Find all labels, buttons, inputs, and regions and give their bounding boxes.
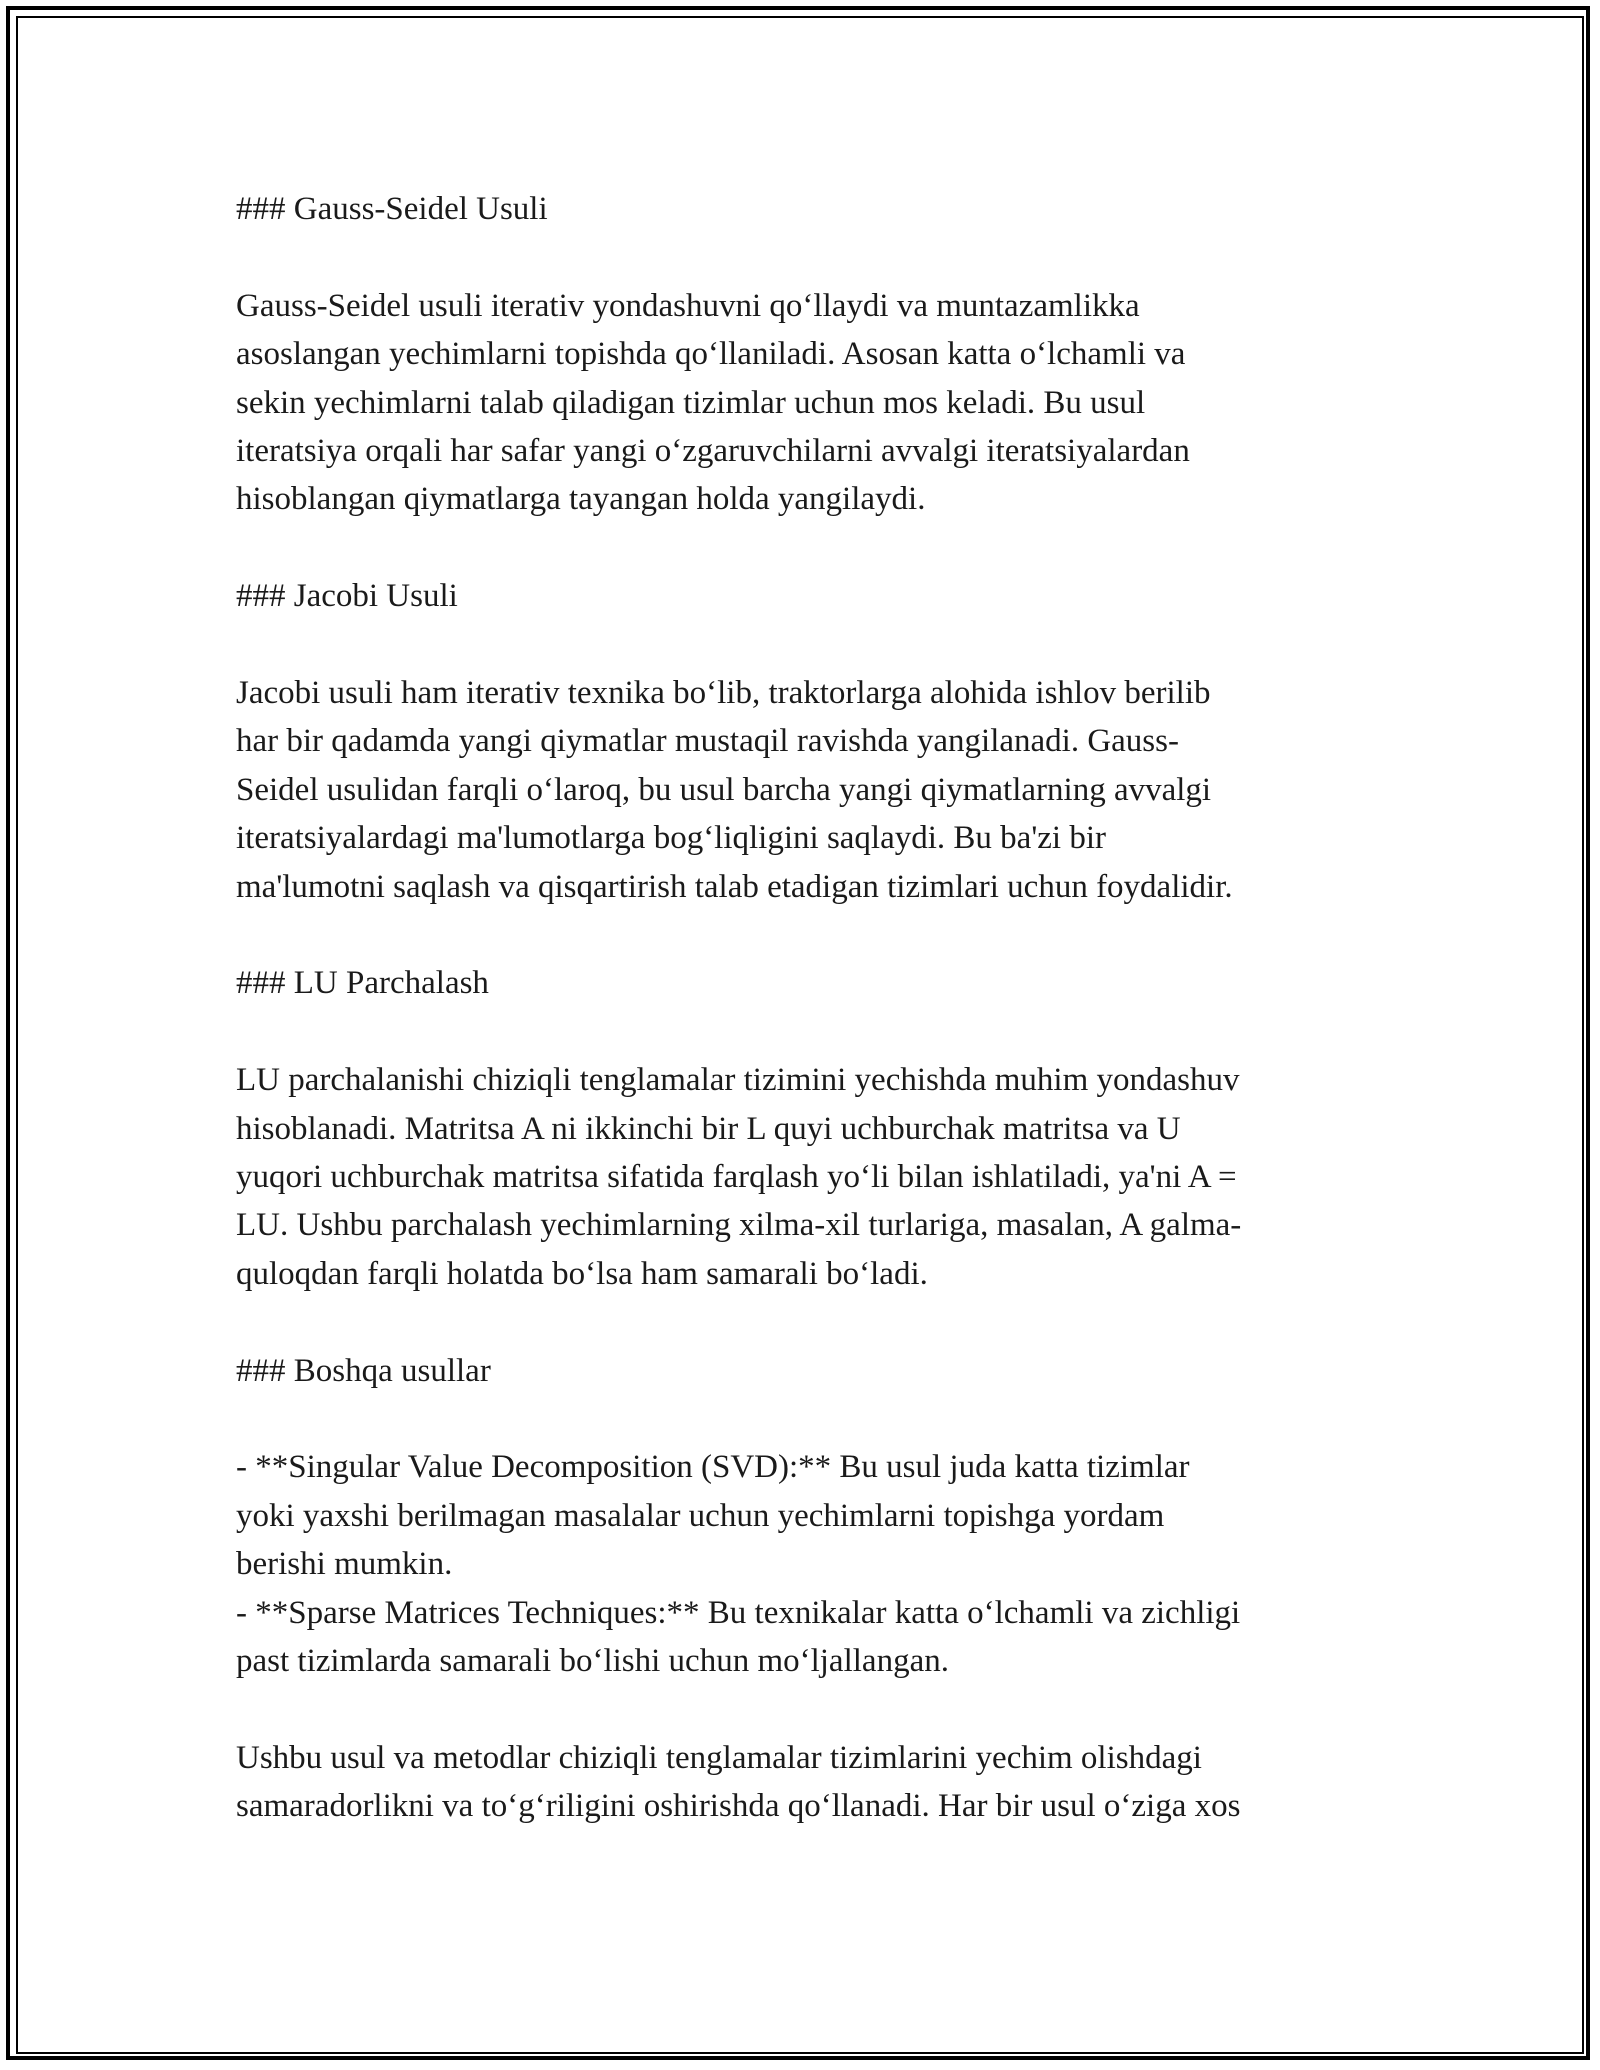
text-line: Ushbu usul va metodlar chiziqli tenglamalar tizimlarini yechim olishdagi [236,1739,1202,1776]
text-line: iteratsiyalardagi ma'lumotlarga bog‘liqligini saqlaydi. Bu ba'zi bir [236,820,1106,857]
text-line: iteratsiya orqali har safar yangi o‘zgaruvchilarni avvalgi iteratsiyalardan [236,433,1190,470]
text-line: quloqdan farqli holatda bo‘lsa ham samarali bo‘ladi. [236,1255,928,1292]
text-line: past tizimlarda samarali bo‘lishi uchun mo‘ljallangan. [236,1643,949,1680]
text-line: har bir qadamda yangi qiymatlar mustaqil ravishda yangilanadi. Gauss- [236,723,1179,760]
bullet-list [236,1443,1366,1685]
section-heading [236,572,1366,620]
body-paragraph [236,282,1366,524]
body-paragraph [236,669,1366,911]
text-line: hisoblangan qiymatlarga tayangan holda yangilaydi. [236,481,926,518]
text-line: Seidel usulidan farqli o‘laroq, bu usul barcha yangi qiymatlarning avvalgi [236,771,1212,808]
text-line: sekin yechimlarni talab qiladigan tizimlar uchun mos keladi. Bu usul [236,384,1146,421]
text-line: - **Singular Value Decomposition (SVD):** Bu usul juda katta tizimlar [236,1449,1190,1486]
text-line: samaradorlikni va to‘g‘riligini oshirishda qo‘llanadi. Har bir usul o‘ziga xos [236,1788,1241,1825]
text-line: Gauss-Seidel usuli iterativ yondashuvni qo‘llaydi va muntazamlikka [236,287,1140,324]
text-line: asoslangan yechimlarni topishda qo‘llaniladi. Asosan katta o‘lchamli va [236,336,1186,373]
text-line: hisoblanadi. Matritsa A ni ikkinchi bir L quyi uchburchak matritsa va U [236,1110,1181,1147]
section-heading [236,959,1366,1007]
text-line: ### Gauss-Seidel Usuli [236,191,548,227]
text-line: ### Boshqa usullar [236,1352,491,1389]
text-line: Jacobi usuli ham iterativ texnika bo‘lib, traktorlarga alohida ishlov berilib [236,675,1211,712]
text-line: ### LU Parchalash [236,965,489,1002]
text-line: ### Jacobi Usuli [236,578,458,615]
text-line: yoki yaxshi berilmagan masalalar uchun yechimlarni topishga yordam [236,1497,1165,1534]
section-heading [236,1347,1366,1395]
text-line: - **Sparse Matrices Techniques:** Bu texnikalar katta o‘lchamli va zichligi [236,1594,1241,1631]
text-line: yuqori uchburchak matritsa sifatida farqlash yo‘li bilan ishlatiladi, ya'ni A = [236,1159,1237,1196]
text-line: LU. Ushbu parchalash yechimlarning xilma-xil turlariga, masalan, A galma- [236,1207,1242,1244]
body-paragraph [236,1056,1366,1298]
document-body [236,185,1366,1831]
text-line: ma'lumotni saqlash va qisqartirish talab etadigan tizimlari uchun foydalidir. [236,868,1233,905]
text-line: LU parchalanishi chiziqli tenglamalar tizimini yechishda muhim yondashuv [236,1062,1240,1099]
section-heading [236,185,1366,233]
body-paragraph [236,1734,1366,1831]
text-line: berishi mumkin. [236,1546,453,1583]
